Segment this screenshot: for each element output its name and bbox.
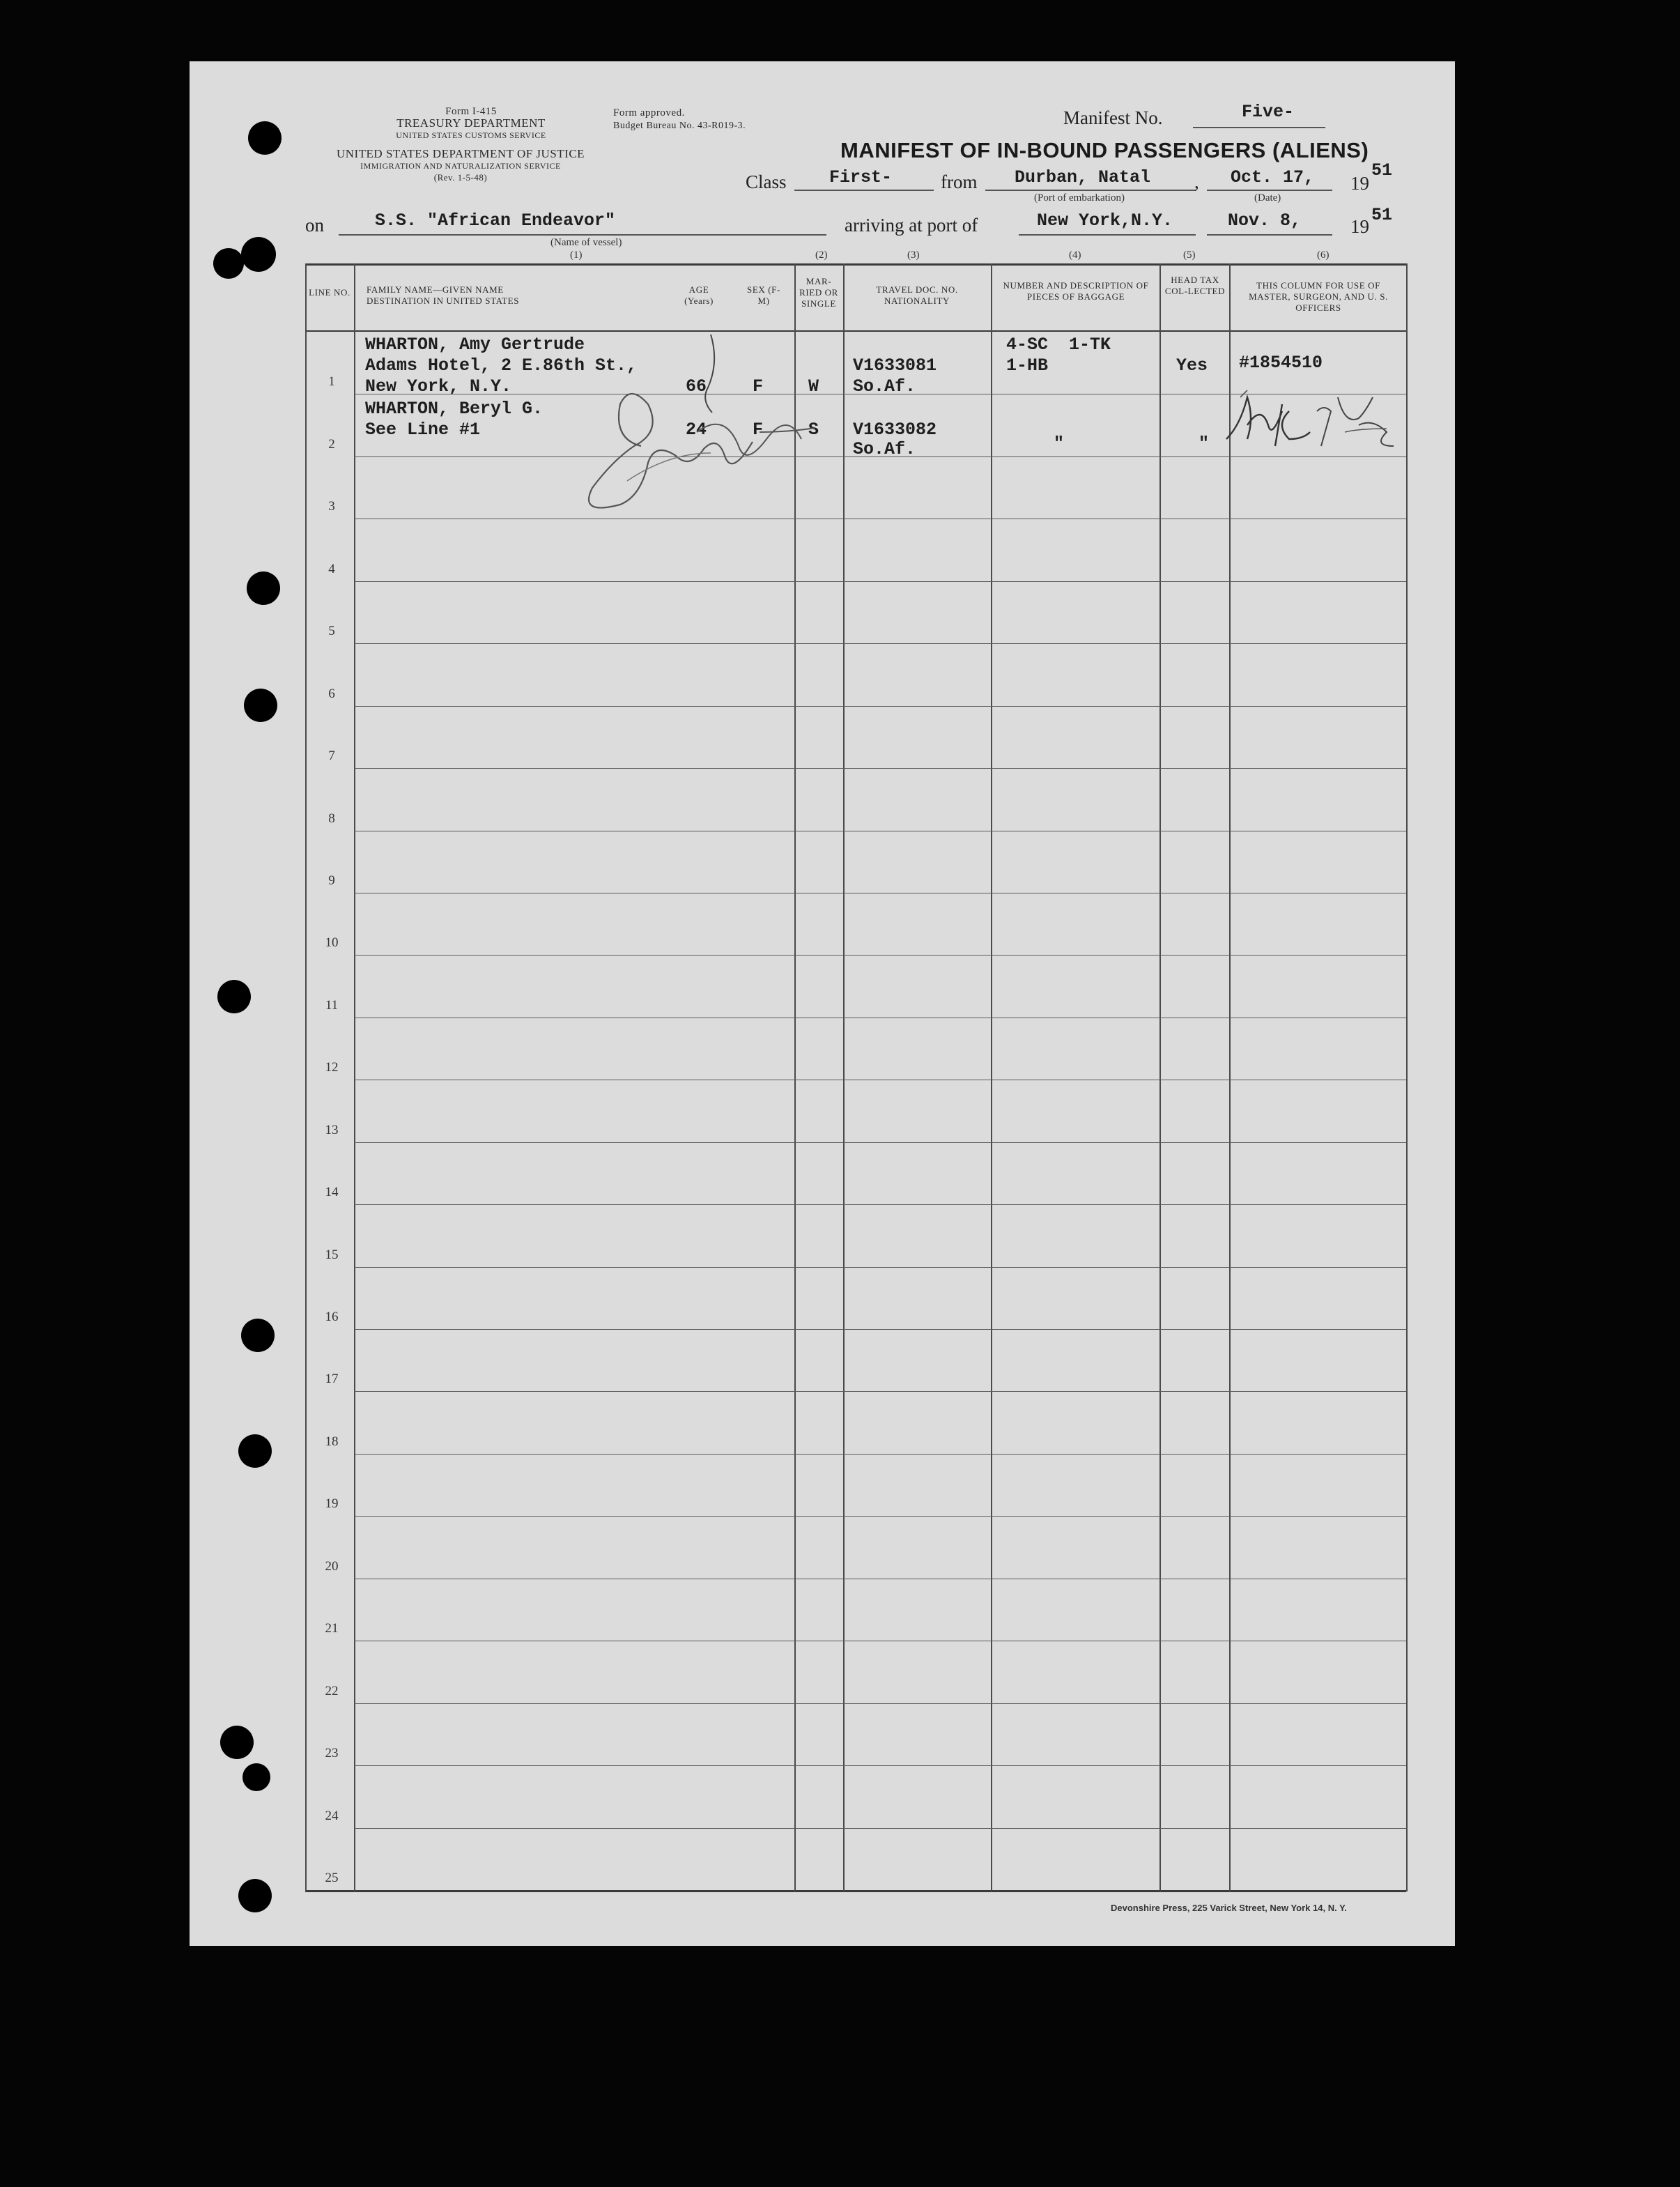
table-row-divider xyxy=(354,1765,1406,1766)
passenger-1-baggage-2: 1-HB xyxy=(1006,355,1049,376)
table-row-divider xyxy=(354,955,1406,956)
line-number: 4 xyxy=(328,561,335,576)
year-prefix: 19 xyxy=(1350,173,1369,194)
col-number: (4) xyxy=(1069,250,1081,261)
binder-hole xyxy=(242,1763,270,1791)
line-number: 19 xyxy=(325,1496,339,1512)
line-number: 5 xyxy=(328,624,335,639)
passenger-2-doc-no: V1633082 xyxy=(853,420,937,440)
col-number: (3) xyxy=(907,250,920,261)
passenger-1-doc-no: V1633081 xyxy=(853,355,937,376)
line-number: 20 xyxy=(325,1558,339,1574)
printer-credit: Devonshire Press, 225 Varick Street, New York 14, N. Y. xyxy=(1111,1903,1347,1913)
arrival-year-prefix: 19 xyxy=(1350,216,1369,237)
passenger-2-head-tax-ditto: " xyxy=(1199,433,1210,454)
passenger-1-age: 66 xyxy=(686,376,707,397)
form-approved: Form approved. xyxy=(613,107,685,118)
col-number: (6) xyxy=(1317,250,1330,261)
line-number: 17 xyxy=(325,1372,339,1387)
revision-label: (Rev. 1-5-48) xyxy=(433,172,488,183)
line-number: 10 xyxy=(325,935,339,951)
col-number: (1) xyxy=(570,250,583,261)
binder-hole xyxy=(213,248,244,279)
passenger-2-sex: F xyxy=(753,420,764,440)
header-travel-doc: TRAVEL DOC. NO. xyxy=(876,284,958,295)
line-number: 21 xyxy=(325,1621,339,1636)
passenger-1-head-tax: Yes xyxy=(1176,355,1208,376)
line-number: 14 xyxy=(325,1185,339,1200)
table-row-divider xyxy=(354,1267,1406,1268)
officer-initials xyxy=(1219,383,1408,467)
binder-hole xyxy=(238,1879,272,1912)
justice-label: UNITED STATES DEPARTMENT OF JUSTICE xyxy=(336,147,585,160)
binder-hole xyxy=(220,1726,254,1759)
line-number: 1 xyxy=(328,374,335,390)
passenger-1-marital: W xyxy=(808,376,819,397)
arrival-port: New York,N.Y. xyxy=(1037,210,1173,231)
handwritten-signature xyxy=(557,328,934,565)
treasury-label: TREASURY DEPARTMENT xyxy=(396,116,546,130)
date-caption: (Date) xyxy=(1254,192,1281,204)
passenger-1-sex: F xyxy=(753,376,764,397)
passenger-2-destination: See Line #1 xyxy=(365,420,481,440)
header-name: FAMILY NAME—GIVEN NAME xyxy=(367,284,504,295)
arrival-date: Nov. 8, xyxy=(1228,210,1302,231)
header-line-no: LINE NO. xyxy=(309,287,350,298)
line-number: 15 xyxy=(325,1247,339,1262)
line-number: 23 xyxy=(325,1746,339,1761)
table-row-divider xyxy=(354,581,1406,582)
header-officers: THIS COLUMN FOR USE OF MASTER, SURGEON, AND U. S. OFFICERS xyxy=(1249,280,1388,313)
table-row-divider xyxy=(354,1828,1406,1829)
line-number: 11 xyxy=(325,997,339,1013)
passenger-2-age: 24 xyxy=(686,420,707,440)
form-number: Form I-415 xyxy=(445,106,497,117)
table-row-divider xyxy=(354,643,1406,644)
arriving-label: arriving at port of xyxy=(845,215,978,236)
line-number: 12 xyxy=(325,1060,339,1075)
ins-label: IMMIGRATION AND NATURALIZATION SERVICE xyxy=(360,161,561,171)
arrival-year: 51 xyxy=(1371,205,1393,225)
line-number: 24 xyxy=(325,1808,339,1823)
line-number: 2 xyxy=(328,436,335,452)
passenger-1-city: New York, N.Y. xyxy=(365,376,512,397)
class-label: Class xyxy=(746,171,787,192)
line-number: 16 xyxy=(325,1310,339,1325)
embark-year: 51 xyxy=(1371,160,1393,181)
passenger-2-nationality: So.Af. xyxy=(853,439,916,459)
line-number: 8 xyxy=(328,811,335,826)
line-number: 3 xyxy=(328,499,335,514)
line-number: 6 xyxy=(328,686,335,701)
on-label: on xyxy=(305,215,324,236)
table-row-divider xyxy=(354,706,1406,707)
binder-hole xyxy=(244,689,277,722)
header-baggage: NUMBER AND DESCRIPTION OF PIECES OF BAGGAGE xyxy=(1003,280,1149,302)
binder-hole xyxy=(241,237,276,272)
from-label: from xyxy=(941,171,978,192)
header-nationality: NATIONALITY xyxy=(884,296,950,306)
passenger-1-address: Adams Hotel, 2 E.86th St., xyxy=(365,355,638,376)
passenger-2-baggage-ditto: " xyxy=(1054,433,1065,454)
passenger-1-name: WHARTON, Amy Gertrude xyxy=(365,335,585,355)
header-destination: DESTINATION IN UNITED STATES xyxy=(367,296,520,306)
embark-date: Oct. 17, xyxy=(1231,167,1315,187)
manifest-no-label: Manifest No. xyxy=(1063,107,1163,128)
line-number: 13 xyxy=(325,1122,339,1137)
col-number: (2) xyxy=(815,250,828,261)
passenger-2-marital: S xyxy=(808,420,819,440)
passenger-1-nationality: So.Af. xyxy=(853,376,916,397)
line-number: 25 xyxy=(325,1871,339,1885)
table-row-divider xyxy=(354,1454,1406,1455)
table-row-divider xyxy=(354,768,1406,769)
embark-port-caption: (Port of embarkation) xyxy=(1034,192,1125,204)
binder-hole xyxy=(217,980,251,1013)
binder-hole xyxy=(247,571,280,605)
vessel-name: S.S. "African Endeavor" xyxy=(375,210,616,231)
table-row-divider xyxy=(354,1204,1406,1205)
line-number: 22 xyxy=(325,1683,339,1698)
manifest-no-value: Five- xyxy=(1242,102,1295,122)
class-value: First- xyxy=(829,167,893,187)
header-sex: SEX (F-M) xyxy=(747,284,780,306)
binder-hole xyxy=(248,121,282,155)
header-married: MAR-RIED OR SINGLE xyxy=(799,276,838,309)
binder-hole xyxy=(238,1434,272,1468)
line-number: 18 xyxy=(325,1434,339,1449)
passenger-1-officer-note: #1854510 xyxy=(1239,353,1323,373)
budget-bureau: Budget Bureau No. 43-R019-3. xyxy=(613,121,746,131)
line-number: 9 xyxy=(328,873,335,888)
header-age: AGE (Years) xyxy=(684,284,714,306)
table-row-divider xyxy=(354,1142,1406,1143)
binder-hole xyxy=(241,1319,275,1352)
line-number: 7 xyxy=(328,749,335,764)
embark-port: Durban, Natal xyxy=(1015,167,1151,187)
passenger-2-name: WHARTON, Beryl G. xyxy=(365,399,544,419)
table-row-divider xyxy=(354,1391,1406,1392)
page-title: MANIFEST OF IN-BOUND PASSENGERS (ALIENS) xyxy=(840,138,1369,162)
col-number: (5) xyxy=(1183,250,1196,261)
table-row-divider xyxy=(354,1516,1406,1517)
header-head-tax: HEAD TAX COL-LECTED xyxy=(1164,275,1226,296)
table-row-divider xyxy=(354,1329,1406,1330)
passenger-1-baggage: 4-SC 1-TK xyxy=(1006,335,1111,355)
table-row-divider xyxy=(354,1703,1406,1704)
customs-label: UNITED STATES CUSTOMS SERVICE xyxy=(396,130,546,140)
vessel-caption: (Name of vessel) xyxy=(550,237,622,248)
